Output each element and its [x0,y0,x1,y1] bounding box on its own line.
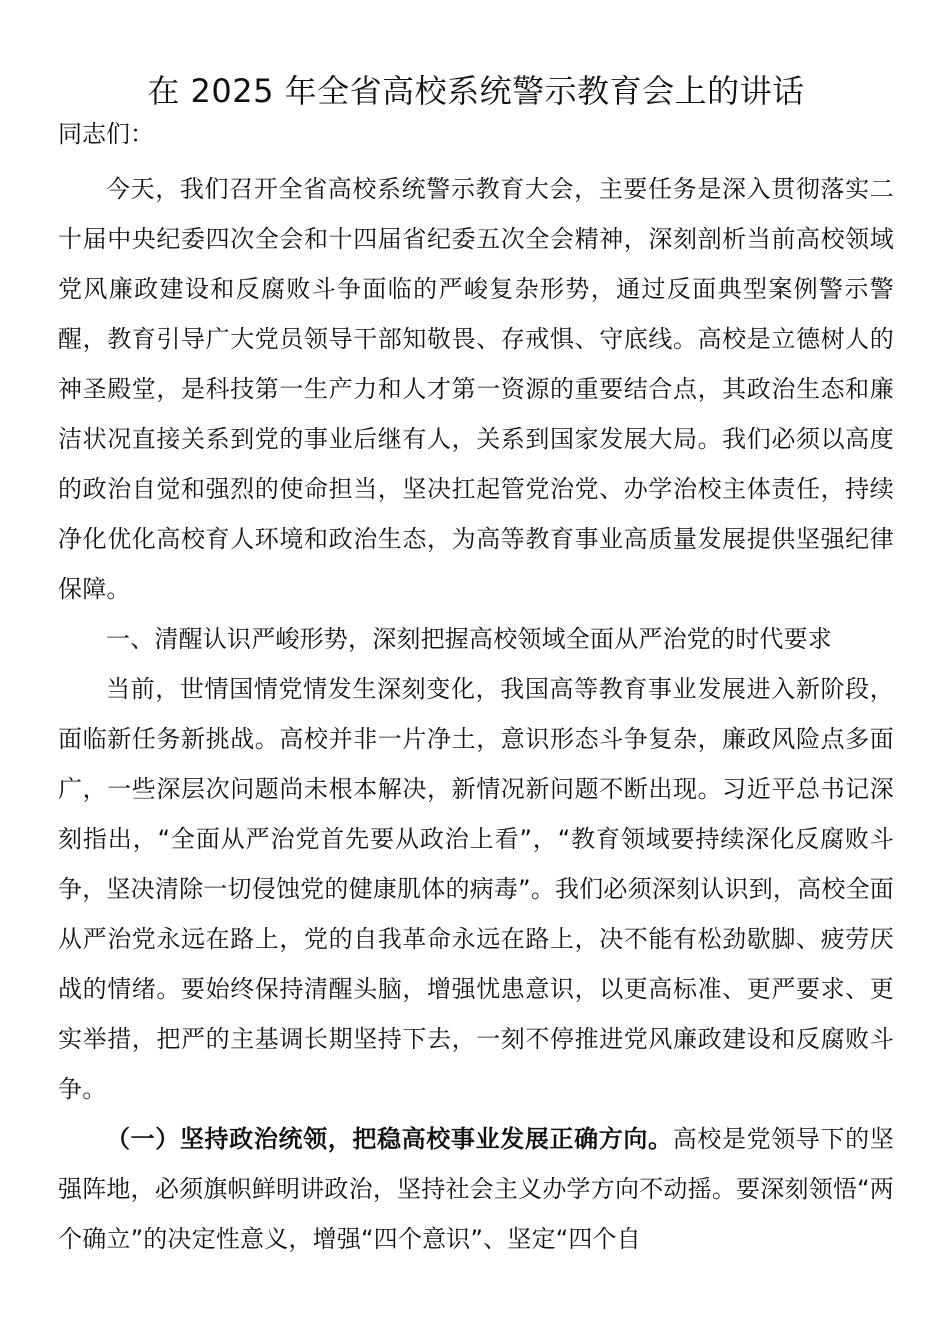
section-1-paragraph: 当前，世情国情党情发生深刻变化，我国高等教育事业发展进入新阶段，面临新任务新挑战。高校并非一片净土，意识形态斗争复杂，廉政风险点多面广，一些深层次问题尚未根本解决，新情况新问题不断出现。习近平总书记深刻指出，“全面从严治党首先要从政治上看”，“教育领域要持续深化反腐败斗争，坚决清除一切侵蚀党的健康肌体的病毒”。我们必须深刻认识到，高校全面从严治党永远在路上，党的自我革命永远在路上，决不能有松劲歇脚、疲劳厌战的情绪。要始终保持清醒头脑，增强忧患意识，以更高标准、更严要求、更实举措，把严的主基调长期坚持下去，一刻不停推进党风廉政建设和反腐败斗争。 [58,675,894,1103]
subsection-1-lead: （一）坚持政治统领，把稳高校事业发展正确方向。 [106,1125,673,1153]
document-page [58,66,894,1264]
intro-paragraph: 今天，我们召开全省高校系统警示教育大会，主要任务是深入贯彻落实二十届中央纪委四次全会和十四届省纪委五次全会精神，深刻剖析当前高校领域党风廉政建设和反腐败斗争面临的严峻复杂形势，通过反面典型案例警示警醒，教育引导广大党员领导干部知敬畏、存戒惧、守底线。高校是立德树人的神圣殿堂，是科技第一生产力和人才第一资源的重要结合点，其政治生态和廉洁状况直接关系到党的事业后继有人，关系到国家发展大局。我们必须以高度的政治自觉和强烈的使命担当，坚决扛起管党治党、办学治校主体责任，持续净化优化高校育人环境和政治生态，为高等教育事业高质量发展提供坚强纪律保障。 [58,175,894,603]
document-title: 在 2025 年全省高校系统警示教育会上的讲话 [147,72,805,110]
subsection-1-body: 高校是党领导下的坚强阵地，必须旗帜鲜明讲政治，坚持社会主义办学方向不动摇。要深刻领悟“两个确立”的决定性意义，增强“四个意识”、坚定“四个自 [58,1125,894,1253]
section-heading-1: 一、清醒认识严峻形势，深刻把握高校领域全面从严治党的时代要求 [106,625,832,653]
salutation: 同志们： [58,120,154,148]
subsection-1-paragraph [58,1114,894,1264]
